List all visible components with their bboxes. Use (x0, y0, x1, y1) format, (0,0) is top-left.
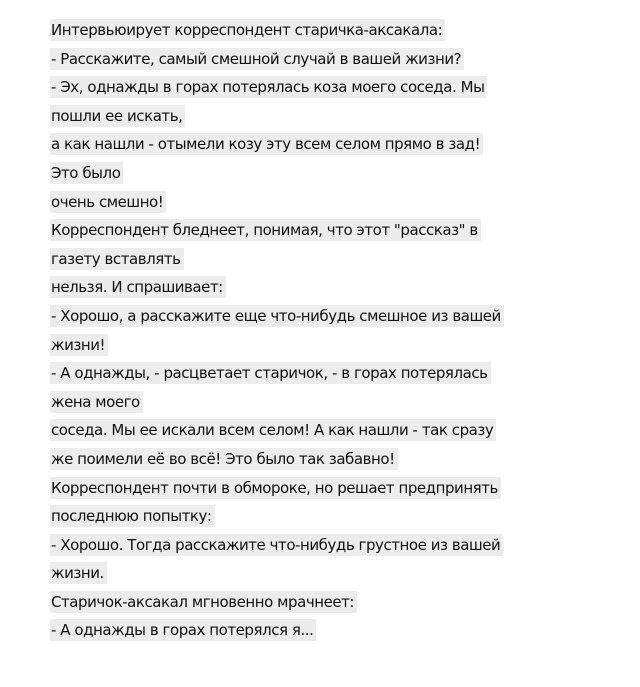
text-line-content: - А однажды, - расцветает старичок, - в горах потерялась (50, 362, 491, 384)
text-line (50, 159, 625, 188)
text-line-content: соседа. Мы ее искали всем селом! А как нашли - так сразу (50, 419, 496, 441)
text-line-content: Это было (50, 162, 123, 184)
text-line (50, 359, 625, 388)
text-line-content: Корреспондент почти в обмороке, но решает предпринять (50, 477, 501, 499)
text-line (50, 474, 625, 503)
text-line (50, 416, 625, 445)
text-line-content: - А однажды в горах потерялся я... (50, 619, 316, 641)
text-line-content: жизни! (50, 334, 108, 356)
text-line (50, 531, 625, 560)
text-line (50, 216, 625, 245)
text-line-content: жизни. (50, 562, 107, 584)
text-line (50, 130, 625, 159)
text-line (50, 302, 625, 331)
text-line-content: - Расскажите, самый смешной случай в вашей жизни? (50, 48, 464, 70)
text-line (50, 588, 625, 617)
text-line (50, 16, 625, 45)
text-line (50, 388, 625, 417)
text-line-content: последнюю попытку: (50, 505, 215, 527)
text-line-content: - Хорошо. Тогда расскажите что-нибудь грустное из вашей (50, 534, 503, 556)
text-line (50, 245, 625, 274)
text-line (50, 45, 625, 74)
text-line-content: же поимели её во всё! Это было так забавно! (50, 448, 398, 470)
text-line (50, 188, 625, 217)
text-line-content: пошли ее искать, (50, 105, 185, 127)
text-line-content: - Хорошо, а расскажите еще что-нибудь смешное из вашей (50, 305, 504, 327)
text-line (50, 616, 625, 645)
joke-text (50, 16, 625, 645)
text-line (50, 73, 625, 102)
text-line (50, 331, 625, 360)
text-line (50, 559, 625, 588)
text-line-content: Старичок-аксакал мгновенно мрачнеет: (50, 591, 357, 613)
text-line-content: - Эх, однажды в горах потерялась коза моего соседа. Мы (50, 76, 487, 98)
text-line (50, 102, 625, 131)
text-line-content: Интервьюирует корреспондент старичка-аксакала: (50, 19, 445, 41)
text-line (50, 502, 625, 531)
text-line-content: Корреспондент бледнеет, понимая, что этот "рассказ" в (50, 219, 481, 241)
text-line (50, 445, 625, 474)
text-line-content: жена моего (50, 391, 143, 413)
text-line (50, 273, 625, 302)
text-line-content: нельзя. И спрашивает: (50, 276, 226, 298)
text-line-content: газету вставлять (50, 248, 184, 270)
text-line-content: очень смешно! (50, 191, 166, 213)
text-line-content: а как нашли - отымели козу эту всем селом прямо в зад! (50, 133, 483, 155)
